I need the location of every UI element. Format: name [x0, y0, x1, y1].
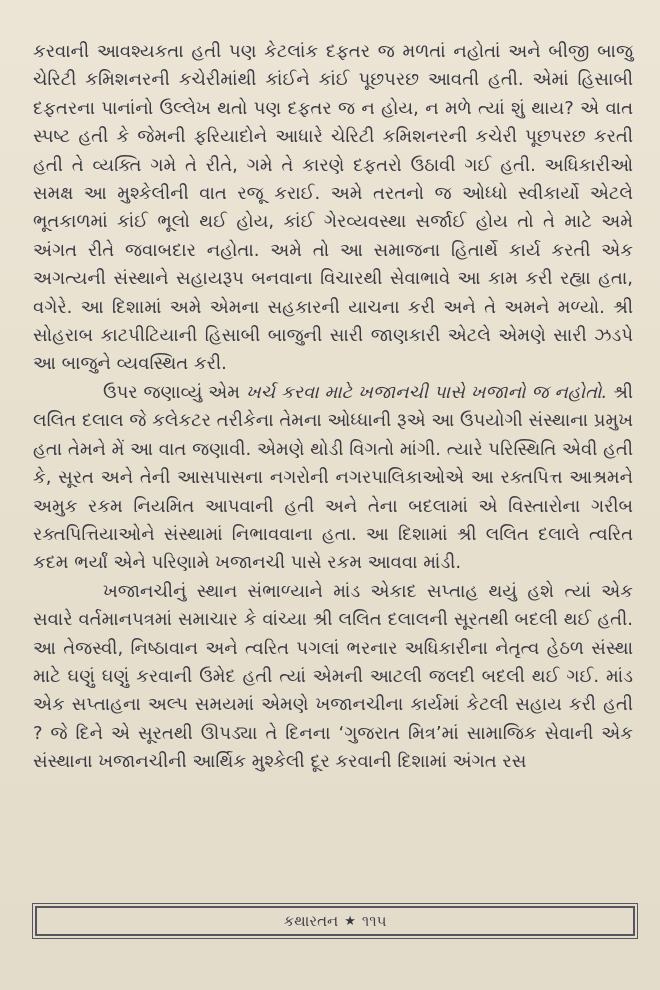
- paragraph-2-lead: ઉપર જણાવ્યું એમ: [103, 381, 246, 403]
- paragraph-1: [33, 38, 633, 379]
- footer-book-title: કથારતન: [283, 912, 339, 930]
- paragraph-2: [33, 379, 633, 578]
- star-icon: ★: [344, 913, 356, 929]
- page-body-text: [33, 38, 633, 893]
- paragraph-2-italic-text: ખર્ચ કરવા માટે ખજાનચી પાસે ખજાનો જ નહોતો.: [245, 381, 608, 403]
- footer-page-number: ૧૧૫: [361, 912, 387, 930]
- page-footer: [35, 906, 635, 936]
- paragraph-3-text: ખજાનચીનું સ્થાન સંભાળ્યાને માંડ એકાદ સપ્તાહ થયું હશે ત્યાં એક સવારે વર્તમાનપત્રમાં સમાચાર કે વાંચ્યા શ્રી લલિત દલાલની સૂરતથી બદલી થઈ હતી. આ તેજસ્વી, નિષ્ઠાવાન અને ત્વરિત પગલાં ભરનાર અધિકારીના નેતૃત્વ હેઠળ સંસ્થા માટે ઘણું ઘણું કરવાની ઉમેદ હતી ત્યાં એમની આટલી જલદી બદલી થઈ ગઈ. માંડ એક સપ્તાહના અલ્પ સમયમાં એમણે ખજાનચીના કાર્યમાં કેટલી સહાય કરી હતી ? જે દિને એ સૂરતથી ઊપડ્યા તે દિનના ‘ગુજરાત મિત્ર’માં સામાજિક સેવાની એક સંસ્થાના ખજાનચીની આર્થિક મુશ્કેલી દૂર કરવાની દિશામાં અંગત રસ: [33, 580, 633, 773]
- paragraph-3: [33, 578, 633, 777]
- paragraph-2-text: શ્રી લલિત દલાલ જે કલેકટર તરીકેના તેમના ઓધ્ધાની રૂએ આ ઉપયોગી સંસ્થાના પ્રમુખ હતા તેમને મેં આ વાત જણાવી. એમણે થોડી વિગતો માંગી. ત્યારે પરિસ્થિતિ એવી હતી કે, સૂરત અને તેની આસપાસના નગરોની નગરપાલિકાઓએ આ રક્તપિત્ત આશ્રમને અમુક રકમ નિયમિત આપવાની હતી અને તેના બદલામાં એ વિસ્તારોના ગરીબ રક્તપિત્તિયાઓને સંસ્થામાં નિભાવવાના હતા. આ દિશામાં શ્રી લલિત દલાલે ત્વરિત કદમ ભર્યાં એને પરિણામે ખજાનચી પાસે રકમ આવવા માંડી.: [33, 381, 634, 574]
- paragraph-1-text: કરવાની આવશ્યકતા હતી પણ કેટલાંક દફતર જ મળતાં નહોતાં અને બીજી બાજુ ચેરિટી કમિશનરની કચેરીમાંથી કાંઈને કાંઈ પૂછપરછ આવતી હતી. એમાં હિસાબી દફતરના પાનાંનો ઉલ્લેખ થતો પણ દફતર જ ન હોય, ન મળે ત્યાં શું થાય? એ વાત સ્પષ્ટ હતી કે જેમની ફરિયાદોને આધારે ચેરિટી કમિશનરની કચેરી પૂછપરછ કરતી હતી તે વ્યક્તિ ગમે તે રીતે, ગમે તે કારણે દફતરો ઉઠાવી ગઈ હતી. અધિકારીઓ સમક્ષ આ મુશ્કેલીની વાત રજૂ કરાઈ. અમે તરતનો જ ઓધ્ધો સ્વીકાર્યો એટલે ભૂતકાળમાં કાંઈ ભૂલો થઈ હોય, કાંઈ ગેરવ્યવસ્થા સર્જાઈ હોય તો તે માટે અમે અંગત રીતે જવાબદાર નહોતા. અમે તો આ સમાજના હિતાર્થે કાર્ય કરતી એક અગત્યની સંસ્થાને સહાયરૂપ બનવાના વિચારથી સેવાભાવે આ કામ કરી રહ્યા હતા, વગેરે. આ દિશામાં અમે એમના સહકારની યાચના કરી અને તે અમને મળ્યો. શ્રી સોહરાબ કાટપીટિયાની હિસાબી બાજુની સારી જાણકારી એટલે એમણે સારી ઝડપે આ બાજુને વ્યવસ્થિત કરી.: [33, 41, 633, 375]
